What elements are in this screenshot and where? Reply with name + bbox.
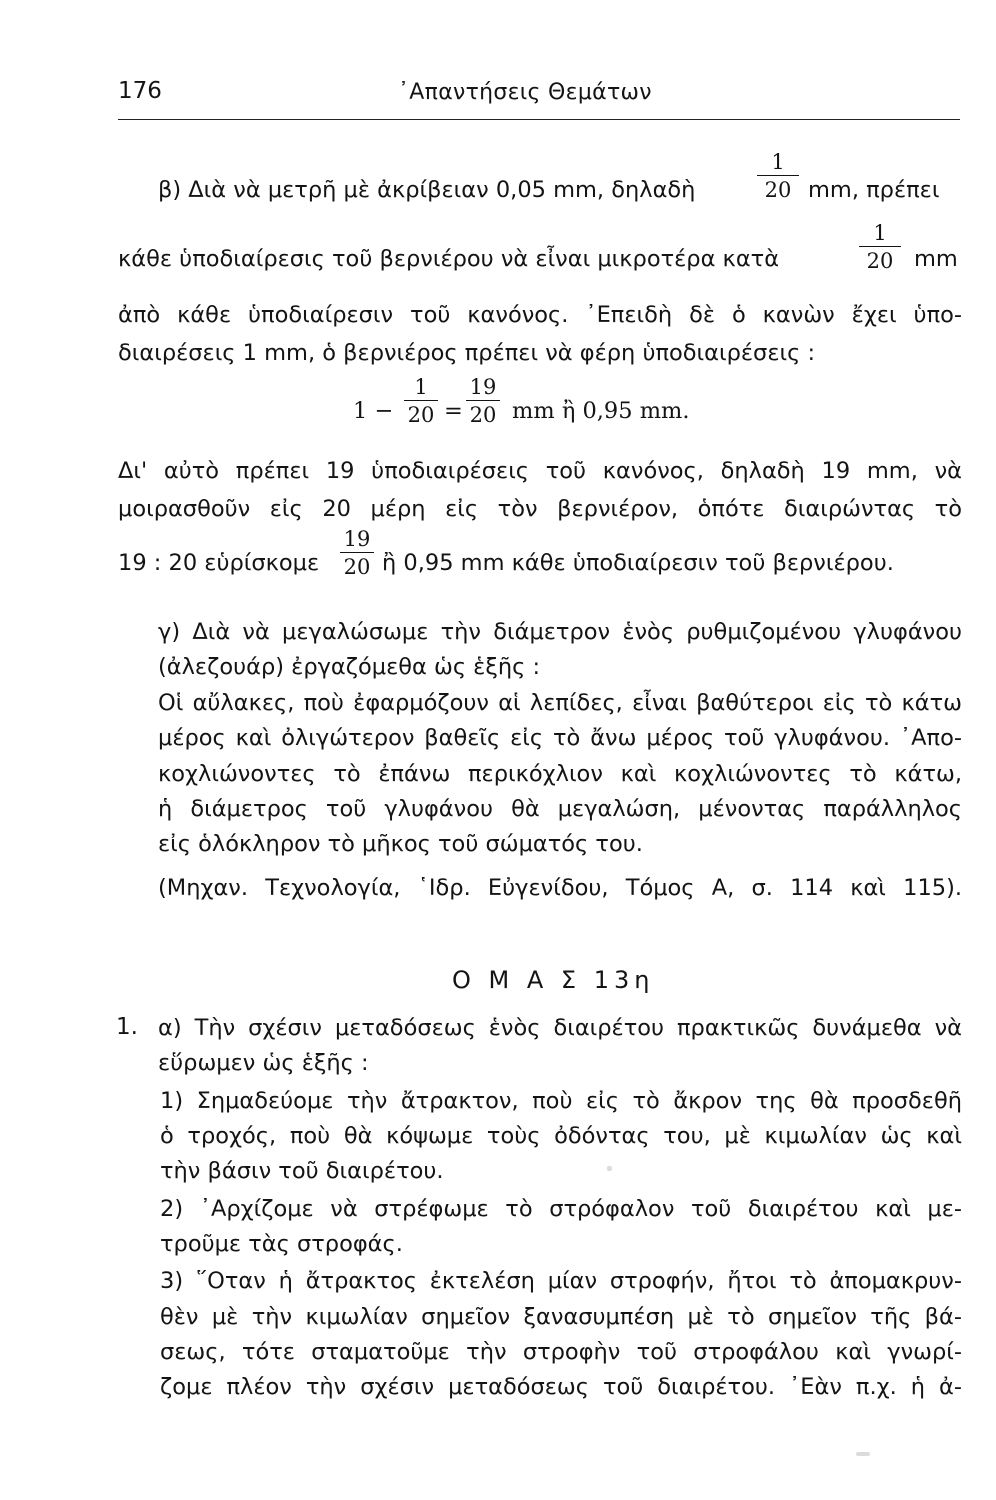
step-3-line-1: 3) ῞Οταν ἡ ἄτρακτος ἐκτελέση μίαν στροφήν, ἤτοι τὸ ἀπομακρυν- (160, 1268, 962, 1294)
fraction-denominator: 20 (866, 249, 894, 273)
fraction-1-over-20 (859, 221, 901, 273)
fraction-1-over-20 (757, 150, 799, 202)
header-divider (118, 119, 960, 120)
part-c-line-3: Οἱ αὔλακες, ποὺ ἐφαρμόζουν αἱ λεπίδες, εἶναι βαθύτεροι εἰς τὸ κάτω (158, 690, 962, 716)
part-b-line-1-start: β) Διὰ νὰ μετρῆ μὲ ἀκρίβειαν 0,05 mm, δηλαδὴ (158, 177, 696, 203)
equation-left-term: 1 − (353, 398, 394, 424)
fraction-numerator: 1 (771, 150, 785, 174)
fraction-bar (340, 552, 374, 553)
part-c-line-4: μέρος καὶ ὀλιγώτερον βαθεῖς εἰς τὸ ἄνω μέρος τοῦ γλυφάνου. ᾿Απο- (158, 725, 962, 751)
question-number: 1. (116, 1014, 138, 1040)
part-b-line-7-start: 19 : 20 εὑρίσκομε (118, 550, 320, 576)
equation-equals-sign: = (444, 398, 463, 424)
part-b-line-6: μοιρασθοῦν εἰς 20 μέρη εἰς τὸν βερνιέρον, ὁπότε διαιρώντας τὸ (118, 496, 962, 522)
part-b-line-1-end: mm, πρέπει (808, 177, 940, 203)
print-speck (856, 1452, 870, 1456)
fraction-denominator: 20 (343, 555, 371, 579)
fraction-bar (757, 175, 799, 176)
question-1-line-2: εὕρωμεν ὡς ἑξῆς : (158, 1050, 369, 1076)
fraction-bar (404, 400, 438, 401)
equation-fraction-19-over-20 (466, 375, 500, 427)
fraction-denominator: 20 (469, 403, 497, 427)
running-header-title: ᾿Απαντήσεις Θεμάτων (398, 80, 652, 105)
fraction-numerator: 19 (343, 527, 371, 551)
fraction-numerator: 19 (469, 375, 497, 399)
step-3-line-4: ζομε πλέον τὴν σχέσιν μεταδόσεως τοῦ διαιρέτου. ᾿Εὰν π.χ. ἡ ἀ- (160, 1374, 962, 1400)
step-1-line-2: ὁ τροχός, ποὺ θὰ κόψωμε τοὺς ὀδόντας του, μὲ κιμωλίαν ὡς καὶ (160, 1123, 962, 1149)
question-1-line-1: α) Τὴν σχέσιν μεταδόσεως ἑνὸς διαιρέτου πρακτικῶς δυνάμεθα νὰ (158, 1015, 962, 1041)
part-c-line-7: εἰς ὁλόκληρον τὸ μῆκος τοῦ σώματός του. (158, 831, 643, 857)
part-c-line-1: γ) Διὰ νὰ μεγαλώσωμε τὴν διάμετρον ἑνὸς ρυθμιζομένου γλυφάνου (158, 619, 962, 645)
part-b-line-5: Δι' αὐτὸ πρέπει 19 ὑποδιαιρέσεις τοῦ κανόνος, δηλαδὴ 19 mm, νὰ (118, 458, 962, 484)
part-b-line-7-end: ἢ 0,95 mm κάθε ὑποδιαίρεσιν τοῦ βερνιέρου. (382, 550, 894, 576)
step-3-line-2: θὲν μὲ τὴν κιμωλίαν σημεῖον ξανασυμπέση μὲ τὸ σημεῖον τῆς βά- (160, 1304, 962, 1330)
part-c-line-6: ἡ διάμετρος τοῦ γλυφάνου θὰ μεγαλώση, μένοντας παράλληλος (158, 796, 962, 822)
fraction-numerator: 1 (414, 375, 428, 399)
part-b-line-2-start: κάθε ὑποδιαίρεσις τοῦ βερνιέρου νὰ εἶναι μικροτέρα κατὰ (118, 246, 780, 272)
part-b-line-2-end: mm (914, 246, 958, 272)
part-c-line-5: κοχλιώνοντες τὸ ἐπάνω περικόχλιον καὶ κοχλιώνοντες τὸ κάτω, (158, 761, 962, 787)
part-c-reference: (Μηχαν. Τεχνολογία, ῾Ιδρ. Εὐγενίδου, Τόμος Α, σ. 114 καὶ 115). (158, 875, 962, 901)
part-b-line-4: διαιρέσεις 1 mm, ὁ βερνιέρος πρέπει νὰ φέρη ὑποδιαιρέσεις : (118, 340, 816, 366)
print-speck (607, 1166, 612, 1171)
equation-fraction-1-over-20 (404, 375, 438, 427)
fraction-bar (466, 400, 500, 401)
step-1-line-1: 1) Σημαδεύομε τὴν ἄτρακτον, ποὺ εἰς τὸ ἄκρον της θὰ προσδεθῆ (160, 1088, 962, 1114)
step-1-line-3: τὴν βάσιν τοῦ διαιρέτου. (160, 1158, 444, 1184)
fraction-bar (859, 246, 901, 247)
section-heading: Ο Μ Α Σ 13η (452, 966, 655, 994)
fraction-19-over-20 (340, 527, 374, 579)
step-3-line-3: σεως, τότε σταματοῦμε τὴν στροφὴν τοῦ στροφάλου καὶ γνωρί- (160, 1339, 962, 1365)
fraction-denominator: 20 (407, 403, 435, 427)
step-2-line-1: 2) ᾿Αρχίζομε νὰ στρέφωμε τὸ στρόφαλον τοῦ διαιρέτου καὶ με- (160, 1196, 962, 1222)
fraction-denominator: 20 (764, 178, 792, 202)
page-number: 176 (118, 78, 162, 104)
step-2-line-2: τροῦμε τὰς στροφάς. (160, 1231, 403, 1257)
equation-result: mm ἢ 0,95 mm. (512, 398, 690, 424)
part-b-line-3: ἀπὸ κάθε ὑποδιαίρεσιν τοῦ κανόνος. ᾿Επειδὴ δὲ ὁ κανὼν ἔχει ὑπο- (118, 302, 962, 328)
part-c-line-2: (ἀλεζουάρ) ἐργαζόμεθα ὡς ἑξῆς : (158, 654, 541, 680)
fraction-numerator: 1 (873, 221, 887, 245)
